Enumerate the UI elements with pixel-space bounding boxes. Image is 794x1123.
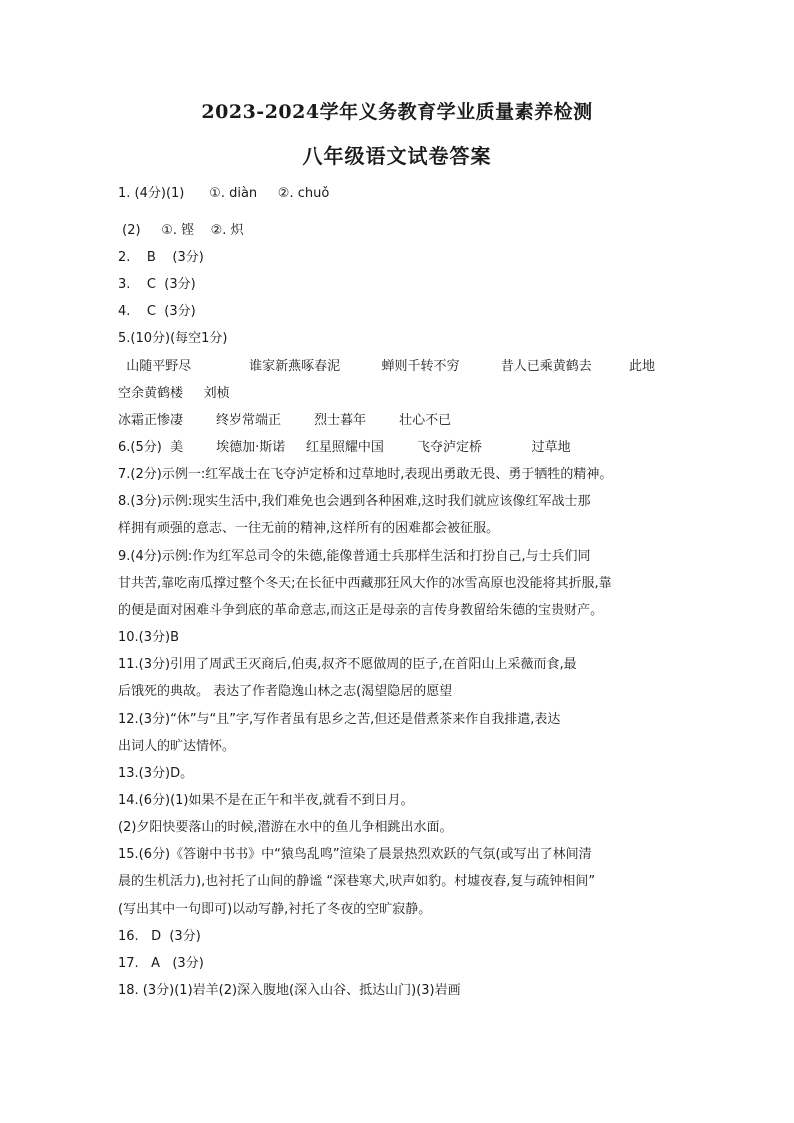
answer-line: 15.(6分)《答谢中书书》中“猿鸟乱鸣”渲染了晨景热烈欢跃的气氛(或写出了林间清	[118, 847, 592, 862]
answer-line: 11.(3分)引用了周武王灭商后,伯夷,叔齐不愿做周的臣子,在首阳山上采薇而食,最	[118, 657, 577, 672]
answer-line: 样拥有顽强的意志、一往无前的精神,这样所有的困难都会被征服。	[118, 521, 500, 536]
answer-line: 冰霜正惨凄 终岁常端正 烈士暮年 壮心不已	[118, 413, 452, 428]
answer-line: 18. (3分)(1)岩羊(2)深入腹地(深入山谷、抵达山门)(3)岩画	[118, 983, 461, 998]
answer-line: 出词人的旷达情怀。	[118, 739, 236, 754]
answer-line: 10.(3分)B	[118, 630, 180, 645]
answer-line: 晨的生机活力),也衬托了山间的静谧 “深巷寒犬,吠声如豹。村墟夜舂,复与疏钟相间”	[118, 874, 596, 889]
answer-line: 6.(5分) 美 埃德加·斯诺 红星照耀中国 飞夺泸定桥 过草地	[118, 440, 571, 455]
answer-line: 17. A (3分)	[118, 956, 204, 971]
answer-line: 的便是面对困难斗争到底的革命意志,而这正是母亲的言传身教留给朱德的宝贵财产。	[118, 603, 604, 618]
answer-line: 9.(4分)示例:作为红军总司令的朱德,能像普通士兵那样生活和打扮自己,与士兵们同	[118, 549, 591, 564]
answer-line: 8.(3分)示例:现实生活中,我们难免也会遇到各种困难,这时我们就应该像红军战士那	[118, 494, 591, 509]
answer-line: 空余黄鹤楼 刘桢	[118, 386, 230, 401]
answer-line: 16. D (3分)	[118, 929, 201, 944]
answer-line: 后饿死的典故。 表达了作者隐逸山林之志(渴望隐居的愿望	[118, 684, 453, 699]
answer-line: 2. B (3分)	[118, 250, 204, 265]
answer-line: 14.(6分)(1)如果不是在正午和半夜,就看不到日月。	[118, 793, 414, 808]
answer-line: 1. (4分)(1) ①. diàn ②. chuǒ	[118, 186, 330, 201]
answer-line: 5.(10分)(每空1分)	[118, 331, 228, 346]
answer-line: 3. C (3分)	[118, 277, 196, 292]
answer-line: 13.(3分)D。	[118, 766, 194, 781]
document-subtitle: 八年级语文试卷答案	[302, 144, 492, 168]
answer-line: (2)夕阳快要落山的时候,潜游在水中的鱼儿争相跳出水面。	[118, 820, 453, 835]
answer-line: (写出其中一句即可)以动写静,衬托了冬夜的空旷寂静。	[118, 902, 432, 917]
answer-line: (2) ①. 铿 ②. 炽	[118, 223, 244, 238]
document-title: 2023-2024学年义务教育学业质量素养检测	[201, 101, 593, 123]
answer-line: 甘共苦,靠吃南瓜撑过整个冬天;在长征中西藏那狂风大作的冰雪高原也没能将其折服,靠	[118, 576, 612, 591]
answer-line: 山随平野尽 谁家新燕啄春泥 蝉则千转不穷 昔人已乘黄鹤去 此地	[118, 359, 655, 374]
answer-line: 4. C (3分)	[118, 304, 196, 319]
answer-line: 7.(2分)示例一:红军战士在飞夺泸定桥和过草地时,表现出勇敢无畏、勇于牺牲的精神。	[118, 467, 613, 482]
answer-line: 12.(3分)“休”与“且”字,写作者虽有思乡之苦,但还是借煮茶来作自我排遣,表达	[118, 712, 561, 727]
